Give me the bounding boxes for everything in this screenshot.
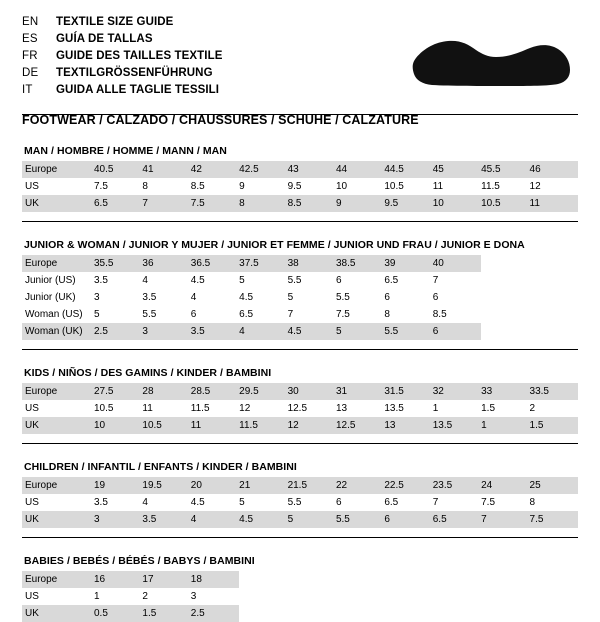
size-cell: 12.5 [288, 400, 336, 417]
size-cell: 3.5 [94, 272, 142, 289]
size-cell [530, 571, 578, 588]
size-cell: 44.5 [384, 161, 432, 178]
size-cell [433, 588, 481, 605]
size-cell: 3 [94, 511, 142, 528]
size-cell: 46 [530, 161, 578, 178]
size-table-block [22, 145, 578, 212]
size-table-block [22, 239, 578, 340]
size-cell: 4 [142, 272, 190, 289]
size-cell: 5 [288, 289, 336, 306]
size-cell: 8 [142, 178, 190, 195]
size-cell: 39 [384, 255, 432, 272]
size-cell: 5.5 [142, 306, 190, 323]
row-label: Woman (UK) [22, 323, 94, 340]
size-cell: 7 [481, 511, 529, 528]
size-cell: 6 [433, 323, 481, 340]
size-cell: 6.5 [433, 511, 481, 528]
row-label: Junior (US) [22, 272, 94, 289]
row-label: US [22, 494, 94, 511]
size-cell: 2.5 [191, 605, 239, 622]
size-cell: 12.5 [336, 417, 384, 434]
size-cell: 10 [433, 195, 481, 212]
table-row [22, 272, 578, 289]
size-cell: 4 [191, 511, 239, 528]
size-cell [288, 571, 336, 588]
size-cell: 7.5 [336, 306, 384, 323]
size-cell: 13.5 [384, 400, 432, 417]
size-cell: 7.5 [94, 178, 142, 195]
row-label: US [22, 588, 94, 605]
row-label: UK [22, 605, 94, 622]
size-cell [530, 272, 578, 289]
table-row [22, 178, 578, 195]
size-cell: 3.5 [94, 494, 142, 511]
size-cell: 6.5 [384, 272, 432, 289]
size-cell: 3.5 [142, 511, 190, 528]
size-cell: 11 [191, 417, 239, 434]
size-cell: 3 [191, 588, 239, 605]
size-cell: 4 [142, 494, 190, 511]
size-table [22, 571, 578, 622]
language-guide-title: GUIDE DES TAILLES TEXTILE [56, 50, 223, 62]
size-cell: 6.5 [384, 494, 432, 511]
size-cell: 10.5 [142, 417, 190, 434]
size-cell: 6 [433, 289, 481, 306]
language-code: IT [22, 84, 33, 96]
table-row [22, 161, 578, 178]
table-divider [22, 443, 578, 444]
table-divider [22, 221, 578, 222]
size-cell: 12 [288, 417, 336, 434]
size-cell [530, 289, 578, 306]
size-cell: 19 [94, 477, 142, 494]
size-cell: 2 [530, 400, 578, 417]
size-cell: 1.5 [481, 400, 529, 417]
size-cell: 18 [191, 571, 239, 588]
size-table-title: CHILDREN / INFANTIL / ENFANTS / KINDER / BAMBINI [24, 461, 297, 473]
size-cell: 4 [191, 289, 239, 306]
size-cell: 1 [433, 400, 481, 417]
size-cell: 38 [288, 255, 336, 272]
size-cell [481, 272, 529, 289]
size-tables [22, 145, 578, 622]
size-cell: 23.5 [433, 477, 481, 494]
row-label: Europe [22, 477, 94, 494]
size-cell: 27.5 [94, 383, 142, 400]
size-cell [481, 588, 529, 605]
size-cell: 45 [433, 161, 481, 178]
size-cell: 8 [384, 306, 432, 323]
size-cell: 17 [142, 571, 190, 588]
table-divider [22, 349, 578, 350]
size-cell: 5.5 [288, 494, 336, 511]
size-table-block [22, 555, 578, 622]
size-cell [239, 571, 287, 588]
table-row [22, 477, 578, 494]
size-cell: 0.5 [94, 605, 142, 622]
size-cell: 12 [239, 400, 287, 417]
size-cell: 33.5 [530, 383, 578, 400]
language-code: DE [22, 67, 39, 79]
size-cell [288, 588, 336, 605]
size-cell: 4.5 [191, 272, 239, 289]
size-cell: 7.5 [191, 195, 239, 212]
size-cell: 28 [142, 383, 190, 400]
table-row [22, 383, 578, 400]
size-cell [530, 323, 578, 340]
size-cell: 9 [239, 178, 287, 195]
size-cell [433, 571, 481, 588]
size-table [22, 383, 578, 434]
table-row [22, 511, 578, 528]
size-cell: 1 [94, 588, 142, 605]
row-label: Europe [22, 255, 94, 272]
size-cell: 5.5 [288, 272, 336, 289]
size-cell: 44 [336, 161, 384, 178]
language-guide-title: GUIDA ALLE TAGLIE TESSILI [56, 84, 220, 96]
size-cell [530, 306, 578, 323]
size-cell: 38.5 [336, 255, 384, 272]
table-divider [22, 537, 578, 538]
size-cell: 4.5 [239, 289, 287, 306]
size-cell: 37.5 [239, 255, 287, 272]
size-cell: 6 [384, 511, 432, 528]
row-label: Junior (UK) [22, 289, 94, 306]
table-row [22, 289, 578, 306]
size-table [22, 255, 578, 340]
size-table-title: JUNIOR & WOMAN / JUNIOR Y MUJER / JUNIOR ET FEMME / JUNIOR UND FRAU / JUNIOR E DONA [24, 239, 525, 251]
size-cell: 4.5 [239, 511, 287, 528]
size-cell [530, 255, 578, 272]
size-cell: 11 [433, 178, 481, 195]
row-label: UK [22, 511, 94, 528]
size-cell: 31 [336, 383, 384, 400]
language-code: EN [22, 16, 39, 28]
size-cell: 6 [336, 272, 384, 289]
size-cell: 12 [530, 178, 578, 195]
size-cell: 32 [433, 383, 481, 400]
size-cell: 40 [433, 255, 481, 272]
size-cell: 21 [239, 477, 287, 494]
table-row [22, 588, 578, 605]
size-cell: 6 [191, 306, 239, 323]
size-table-title: KIDS / NIÑOS / DES GAMINS / KINDER / BAMBINI [24, 367, 272, 379]
size-cell: 11 [530, 195, 578, 212]
size-cell [384, 605, 432, 622]
size-cell: 13.5 [433, 417, 481, 434]
size-table-block [22, 461, 578, 528]
dress-shoe-icon [378, 22, 578, 94]
size-cell: 9.5 [384, 195, 432, 212]
size-cell [530, 605, 578, 622]
row-label: UK [22, 417, 94, 434]
row-label: US [22, 400, 94, 417]
table-row [22, 417, 578, 434]
size-cell: 2 [142, 588, 190, 605]
size-cell: 33 [481, 383, 529, 400]
size-cell: 10.5 [94, 400, 142, 417]
size-cell: 5.5 [384, 323, 432, 340]
row-label: US [22, 178, 94, 195]
size-cell: 10 [94, 417, 142, 434]
size-cell: 9.5 [288, 178, 336, 195]
size-cell: 11.5 [481, 178, 529, 195]
table-row [22, 306, 578, 323]
size-cell: 20 [191, 477, 239, 494]
size-cell: 6.5 [239, 306, 287, 323]
size-cell: 11.5 [239, 417, 287, 434]
size-cell: 19.5 [142, 477, 190, 494]
size-cell: 8 [530, 494, 578, 511]
size-cell [481, 289, 529, 306]
language-guide-title: TEXTILGRÖSSENFÜHRUNG [56, 67, 213, 79]
size-cell: 7 [433, 272, 481, 289]
size-cell [384, 571, 432, 588]
table-row [22, 323, 578, 340]
size-cell: 10 [336, 178, 384, 195]
size-table [22, 477, 578, 528]
size-cell: 10.5 [481, 195, 529, 212]
size-cell: 10.5 [384, 178, 432, 195]
size-cell: 5 [336, 323, 384, 340]
size-cell [384, 588, 432, 605]
table-row [22, 400, 578, 417]
table-row [22, 571, 578, 588]
language-guide-title: GUÍA DE TALLAS [56, 33, 153, 45]
size-cell: 5.5 [336, 511, 384, 528]
footwear-section-title: FOOTWEAR / CALZADO / CHAUSSURES / SCHUHE / CALZATURE [22, 113, 419, 127]
size-cell [288, 605, 336, 622]
size-cell: 41 [142, 161, 190, 178]
size-cell: 5 [239, 272, 287, 289]
size-cell: 8.5 [433, 306, 481, 323]
language-code: FR [22, 50, 38, 62]
size-cell: 7.5 [530, 511, 578, 528]
size-cell: 35.5 [94, 255, 142, 272]
size-cell: 21.5 [288, 477, 336, 494]
size-cell: 45.5 [481, 161, 529, 178]
size-cell: 4.5 [288, 323, 336, 340]
size-cell: 40.5 [94, 161, 142, 178]
size-cell: 13 [384, 417, 432, 434]
size-cell: 1.5 [142, 605, 190, 622]
row-label: Europe [22, 571, 94, 588]
size-table-title: MAN / HOMBRE / HOMME / MANN / MAN [24, 145, 227, 157]
size-cell: 42 [191, 161, 239, 178]
size-cell: 7 [433, 494, 481, 511]
size-cell [336, 605, 384, 622]
table-row [22, 605, 578, 622]
size-cell [336, 588, 384, 605]
size-table-block [22, 367, 578, 434]
size-cell [433, 605, 481, 622]
size-cell: 28.5 [191, 383, 239, 400]
size-cell: 5.5 [336, 289, 384, 306]
size-cell: 3 [142, 323, 190, 340]
size-cell: 7 [288, 306, 336, 323]
row-label: Woman (US) [22, 306, 94, 323]
size-cell: 43 [288, 161, 336, 178]
size-cell: 42.5 [239, 161, 287, 178]
table-row [22, 195, 578, 212]
size-cell: 11.5 [191, 400, 239, 417]
size-cell: 9 [336, 195, 384, 212]
row-label: UK [22, 195, 94, 212]
size-cell: 31.5 [384, 383, 432, 400]
size-cell: 13 [336, 400, 384, 417]
size-table-title: BABIES / BEBÉS / BÉBÉS / BABYS / BAMBINI [24, 555, 255, 567]
size-cell: 5 [288, 511, 336, 528]
size-cell [336, 571, 384, 588]
size-cell: 1.5 [530, 417, 578, 434]
size-cell: 7.5 [481, 494, 529, 511]
size-cell [481, 605, 529, 622]
size-cell: 5 [239, 494, 287, 511]
size-cell: 4 [239, 323, 287, 340]
language-guide-title: TEXTILE SIZE GUIDE [56, 16, 174, 28]
size-cell: 22.5 [384, 477, 432, 494]
size-cell: 36.5 [191, 255, 239, 272]
size-table [22, 161, 578, 212]
size-cell: 16 [94, 571, 142, 588]
size-cell: 3 [94, 289, 142, 306]
table-row [22, 494, 578, 511]
size-cell: 7 [142, 195, 190, 212]
size-cell: 6 [384, 289, 432, 306]
size-cell [239, 605, 287, 622]
size-cell [530, 588, 578, 605]
size-cell [481, 255, 529, 272]
size-cell: 25 [530, 477, 578, 494]
size-cell [239, 588, 287, 605]
size-cell: 22 [336, 477, 384, 494]
size-cell: 8.5 [191, 178, 239, 195]
table-row [22, 255, 578, 272]
size-cell: 2.5 [94, 323, 142, 340]
size-cell: 3.5 [142, 289, 190, 306]
row-label: Europe [22, 161, 94, 178]
size-cell: 11 [142, 400, 190, 417]
size-cell: 6 [336, 494, 384, 511]
size-cell [481, 306, 529, 323]
size-cell: 8.5 [288, 195, 336, 212]
language-code: ES [22, 33, 38, 45]
size-cell: 29.5 [239, 383, 287, 400]
size-cell: 4.5 [191, 494, 239, 511]
size-cell [481, 323, 529, 340]
document-header [22, 14, 578, 127]
size-cell: 3.5 [191, 323, 239, 340]
size-cell: 36 [142, 255, 190, 272]
size-cell [481, 571, 529, 588]
size-cell: 8 [239, 195, 287, 212]
row-label: Europe [22, 383, 94, 400]
size-cell: 5 [94, 306, 142, 323]
size-cell: 6.5 [94, 195, 142, 212]
size-cell: 1 [481, 417, 529, 434]
size-cell: 24 [481, 477, 529, 494]
size-cell: 30 [288, 383, 336, 400]
